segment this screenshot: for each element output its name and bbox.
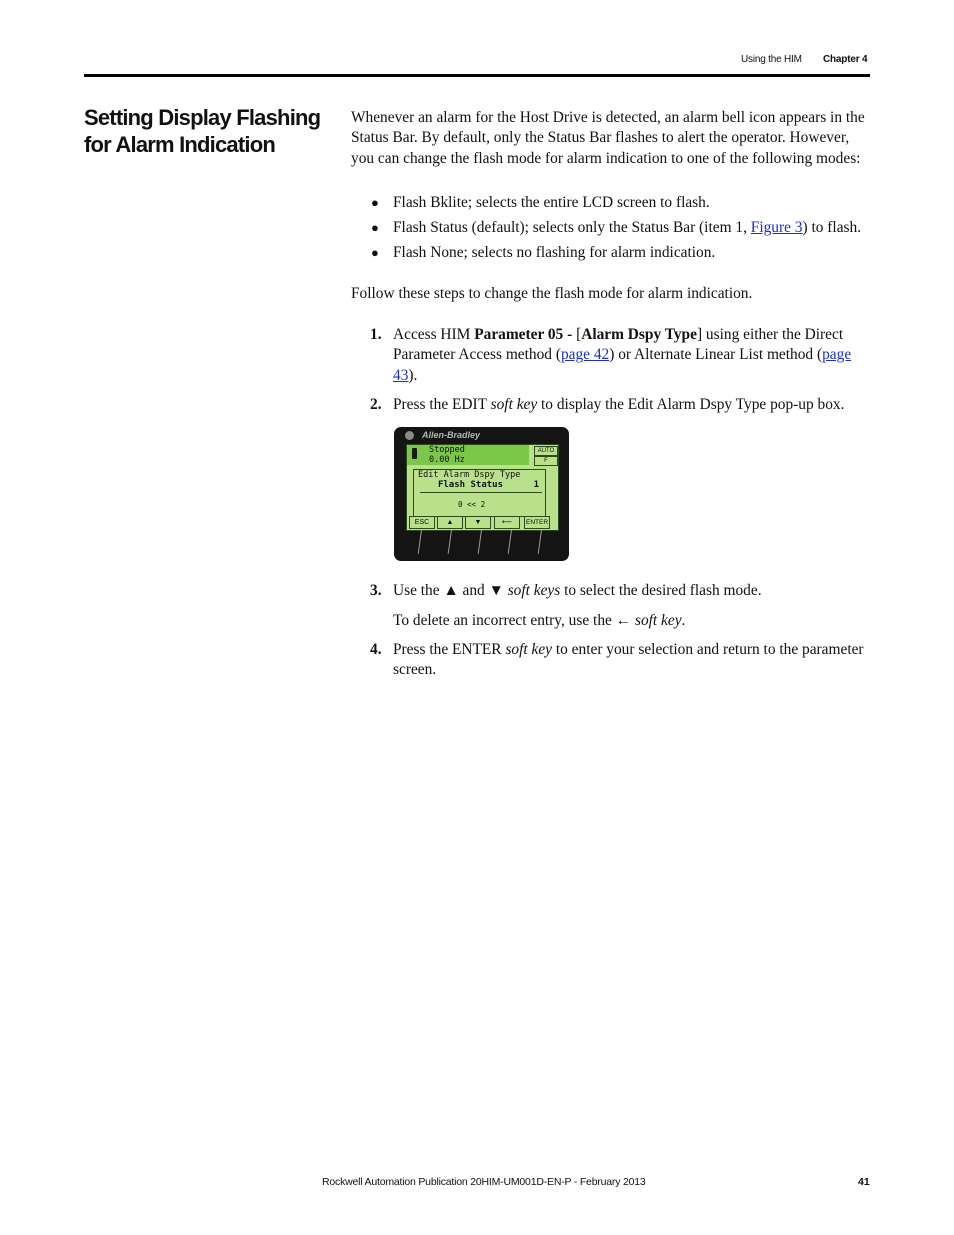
backspace-soft-key-icon: ⟵ [494, 516, 520, 529]
backspace-arrow-icon: ← [615, 612, 632, 629]
popup-range: 0 << 2 [458, 500, 486, 509]
step-1: 1. Access HIM Parameter 05 - [Alarm Dspy Type] using either the Direct Parameter Access method (page 42) or Alternate Linear List method (page 43). [370, 326, 852, 384]
brand-name: Allen-Bradley [422, 430, 481, 440]
step-2: 2. Press the EDIT soft key to display the Edit Alarm Dspy Type pop-up box. [370, 396, 845, 413]
intro-paragraph: Whenever an alarm for the Host Drive is detected, an alarm bell icon appears in the Status Bar. By default, only the Status Bar flashes to alert the operator. However, you can change the flash mode for alarm indication to one of the following modes: [351, 109, 865, 167]
lcd-screen [406, 444, 559, 531]
key-leader-line [508, 530, 512, 554]
page-42-link[interactable]: page 42 [560, 346, 610, 364]
up-arrow-icon: ▲ [443, 582, 459, 599]
key-leader-line [478, 530, 482, 554]
key-leader-line [538, 530, 542, 554]
header-rule [84, 74, 870, 77]
page-number: 41 [858, 1176, 870, 1188]
popup-divider [420, 492, 542, 493]
list-item: ● Flash Status (default); selects only the Status Bar (item 1, Figure 3) to flash. [375, 218, 875, 238]
edit-popup [413, 469, 546, 517]
flash-mode-list [371, 193, 875, 268]
list-item: ● Flash Bklite; selects the entire LCD screen to flash. [375, 193, 875, 213]
step-4: 4. Press the ENTER soft key to enter your selection and return to the parameter screen. [370, 641, 864, 679]
footer-publication: Rockwell Automation Publication 20HIM-UM001D-EN-P - February 2013 [322, 1176, 646, 1188]
key-leader-line [418, 530, 422, 554]
direction-indicator-icon [412, 448, 417, 459]
popup-value: Flash Status [438, 480, 504, 490]
status-bar [407, 445, 529, 465]
figure-3-link[interactable]: Figure 3 [750, 218, 803, 236]
down-arrow-icon: ▼ [488, 582, 504, 599]
bullet-icon: ● [371, 195, 379, 210]
popup-number: 1 [533, 480, 539, 490]
key-leader-line [448, 530, 452, 554]
auto-indicator: AUTO [534, 446, 558, 456]
popup-title: Edit Alarm Dspy Type [418, 470, 521, 480]
enter-soft-key: ENTER [524, 516, 550, 529]
down-arrow-soft-key-icon: ▼ [465, 516, 491, 529]
step-3-note: To delete an incorrect entry, use the ← soft key. [393, 612, 686, 629]
step-3: 3. Use the ▲ and ▼ soft keys to select the desired flash mode. [370, 582, 762, 599]
bullet-icon: ● [371, 244, 379, 260]
running-header-section: Using the HIM [741, 54, 802, 65]
bullet-icon: ● [371, 219, 379, 235]
section-heading: Setting Display Flashing for Alarm Indication [84, 105, 321, 157]
up-arrow-soft-key-icon: ▲ [437, 516, 463, 529]
him-device-illustration [394, 427, 569, 561]
drive-status: Stopped [429, 445, 465, 455]
drive-frequency: 0.00 Hz [429, 455, 465, 465]
esc-soft-key: ESC [409, 516, 435, 529]
allen-bradley-logo-icon [405, 431, 414, 440]
follow-steps-text: Follow these steps to change the flash mode for alarm indication. [351, 285, 753, 302]
feedback-indicator: F [534, 456, 558, 466]
page-43-link[interactable]: page 43 [393, 346, 852, 384]
list-item: ● Flash None; selects no flashing for alarm indication. [375, 243, 875, 263]
running-header-chapter: Chapter 4 [823, 54, 868, 65]
